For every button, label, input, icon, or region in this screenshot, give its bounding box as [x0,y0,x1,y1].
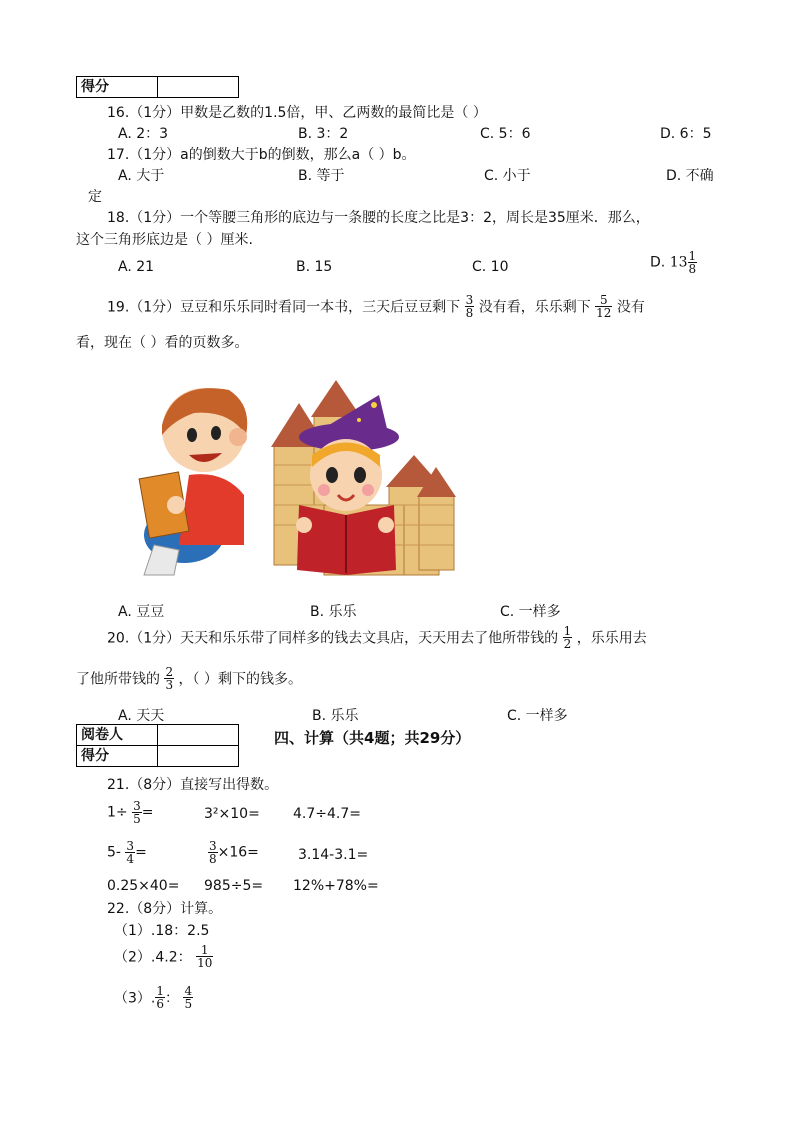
section-4-title: 四、计算（共4题；共29分） [274,729,471,747]
q21-r1c3: 4.7÷4.7= [293,806,361,822]
score-box-1 [76,76,239,98]
q21-r3c3: 12%+78%= [293,878,379,894]
score-label: 得分 [77,77,158,98]
q21-r2c3: 3.14-3.1= [298,847,369,863]
q17-option-c[interactable]: C. 小于 [484,168,531,184]
reading-kids-illustration [134,375,464,590]
q19-option-b[interactable]: B. 乐乐 [310,604,357,620]
q21-stem: 21.（8分）直接写出得数。 [107,777,279,793]
q17-option-b[interactable]: B. 等于 [298,168,345,184]
q21-r1c1: 1÷ $\frac{3}{5}$ = [107,799,154,826]
score-blank[interactable] [158,746,239,767]
q18-stem-line2: 这个三角形底边是（ ）厘米. [76,232,253,248]
q18-option-d-fraction: $\frac{1}{8}$ [688,249,697,276]
q21-r2c2: $\frac{3}{8}$ ×16= [209,839,259,866]
q19-fraction-1: $\frac{3}{8}$ [465,293,474,320]
q16-stem: 16.（1分）甲数是乙数的1.5倍，甲、乙两数的最简比是（ ） [107,105,487,121]
q21-r2c1: 5- $\frac{3}{4}$ = [107,839,147,866]
q18-option-b[interactable]: B. 15 [296,259,333,275]
score-label: 得分 [77,746,158,767]
q19-stem-line2: 看，现在（ ）看的页数多。 [76,335,249,351]
q17-option-d[interactable]: D. 不确 [666,168,714,184]
q22-item-1: （1）.18：2.5 [114,923,210,939]
q16-option-d[interactable]: D. 6：5 [660,126,712,142]
q18-option-d-prefix: D. [650,254,670,271]
q20-stem-line1: 20.（1分）天天和乐乐带了同样多的钱去文具店，天天用去了他所带钱的 $\frac{1}{2}$ ，乐乐用去 [107,624,647,651]
q18-option-d[interactable] [650,250,697,275]
q20-fraction-1: $\frac{1}{2}$ [563,624,572,651]
q21-r1c2: 3²×10= [204,806,260,822]
reviewer-blank[interactable] [158,725,239,746]
q22-item-2: （2）.4.2： $\frac{1}{10}$ [114,943,213,970]
q19-option-a[interactable]: A. 豆豆 [118,604,165,620]
q17-stem: 17.（1分）a的倒数大于b的倒数，那么a（ ）b。 [107,147,416,163]
boy-illustration [139,388,247,575]
q20-fraction-2: $\frac{2}{3}$ [165,665,174,692]
q20-option-a[interactable]: A. 天天 [118,708,165,724]
q20-stem-line2: 了他所带钱的 $\frac{2}{3}$ ，（ ）剩下的钱多。 [76,665,302,692]
q19-fraction-2: $\frac{5}{12}$ [596,293,612,320]
q18-option-d-whole: 13 [669,254,688,271]
q16-option-b[interactable]: B. 3：2 [298,126,349,142]
q18-stem-line1: 18.（1分）一个等腰三角形的底边与一条腰的长度之比是3：2，周长是35厘米．那么， [107,210,650,226]
q22-item-3: （3）. $\frac{1}{6}$ ： $\frac{4}{5}$ [114,984,193,1011]
q20-option-b[interactable]: B. 乐乐 [312,708,359,724]
q19-option-c[interactable]: C. 一样多 [500,604,561,620]
q19-stem-line1: 19.（1分）豆豆和乐乐同时看同一本书，三天后豆豆剩下 $\frac{3}{8}$ 没有看，乐乐剩下 $\frac{5}{12}$ 没有 [107,293,645,320]
q16-option-c[interactable]: C. 5：6 [480,126,531,142]
score-box-2 [76,724,239,767]
q16-option-a[interactable]: A. 2：3 [118,126,169,142]
score-blank[interactable] [158,77,239,98]
q22-stem: 22.（8分）计算。 [107,901,223,917]
q21-r3c2: 985÷5= [204,878,264,894]
q18-option-c[interactable]: C. 10 [472,259,509,275]
wizard-kid-illustration [296,395,399,575]
q21-r3c1: 0.25×40= [107,878,180,894]
q17-option-d-wrap: 定 [88,189,102,205]
q20-option-c[interactable]: C. 一样多 [507,708,568,724]
q17-option-a[interactable]: A. 大于 [118,168,165,184]
reviewer-label: 阅卷人 [77,725,158,746]
q18-option-a[interactable]: A. 21 [118,259,155,275]
